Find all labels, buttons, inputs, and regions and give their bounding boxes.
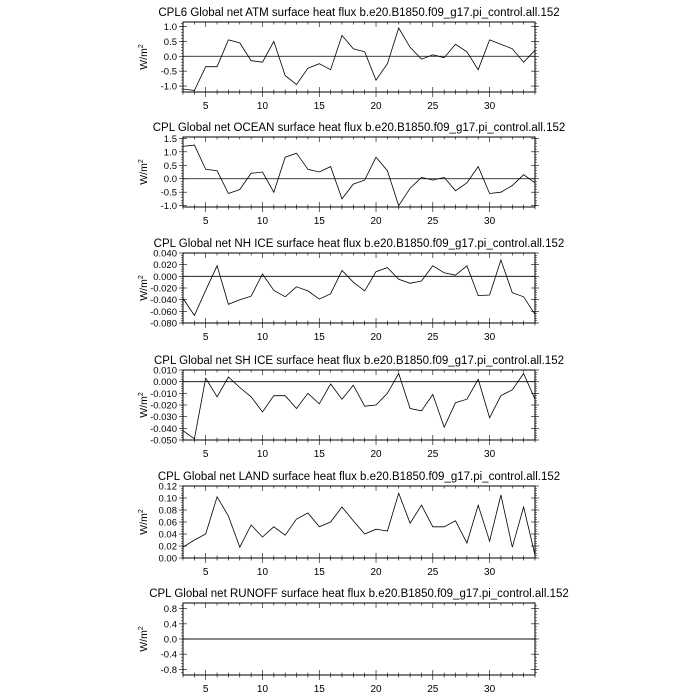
plot-frame <box>183 137 535 207</box>
plot-frame <box>183 253 535 323</box>
y-tick-label: 1.5 <box>163 133 177 145</box>
x-tick-label: 5 <box>202 332 209 343</box>
y-tick-label: -0.4 <box>160 649 177 661</box>
x-tick-label: 15 <box>313 684 325 695</box>
y-tick-label: 0.02 <box>158 541 177 553</box>
y-axis-label: $W/m^2$ <box>138 159 150 185</box>
x-tick-label: 30 <box>484 332 496 343</box>
x-tick-label: 15 <box>313 216 325 227</box>
x-tick-label: 30 <box>484 101 496 112</box>
chart-title: CPL Global net OCEAN surface heat flux b.e20.B1850.f09_g17.pi_control.all.152 <box>152 122 566 134</box>
x-tick-label: 5 <box>202 101 209 112</box>
x-tick-label: 25 <box>427 684 439 695</box>
chart-title: CPL Global net SH ICE surface heat flux b.e20.B1850.f09_g17.pi_control.all.152 <box>153 355 565 367</box>
series-line <box>183 145 535 206</box>
plot-frame <box>183 22 535 92</box>
x-tick-label: 10 <box>256 449 269 460</box>
y-tick-label: -0.8 <box>160 664 177 676</box>
y-tick-label: 0.020 <box>153 260 177 272</box>
x-tick-label: 15 <box>313 567 325 578</box>
y-tick-label: 1.0 <box>163 147 177 159</box>
x-tick-label: 30 <box>484 567 496 578</box>
x-tick-label: 25 <box>427 216 439 227</box>
x-tick-label: 25 <box>427 567 439 578</box>
y-tick-label: 0.08 <box>158 505 177 517</box>
y-tick-label: 0.000 <box>153 377 177 389</box>
y-tick-label: 0.0 <box>163 174 177 186</box>
y-tick-label: 0.0 <box>163 634 177 646</box>
y-tick-label: -1.0 <box>160 201 177 213</box>
y-tick-label: 0.0 <box>163 51 177 63</box>
y-tick-label: 0.010 <box>153 365 177 377</box>
x-tick-label: 25 <box>427 332 439 343</box>
chart-title: CPL Global net RUNOFF surface heat flux b.e20.B1850.f09_g17.pi_control.all.152 <box>149 588 569 600</box>
series-line <box>183 374 535 439</box>
x-tick-label: 15 <box>313 101 325 112</box>
x-tick-label: 5 <box>202 567 209 578</box>
y-tick-label: -0.030 <box>150 412 177 424</box>
y-tick-label: -0.050 <box>150 435 177 447</box>
series-line <box>183 28 535 91</box>
x-tick-label: 20 <box>370 567 382 578</box>
series-line <box>183 260 535 315</box>
y-axis-label: $W/m^2$ <box>138 275 150 301</box>
y-tick-label: 0.00 <box>158 553 177 565</box>
y-tick-label: -0.040 <box>150 423 177 435</box>
x-tick-label: 30 <box>484 684 496 695</box>
chart-title: CPL Global net LAND surface heat flux b.e20.B1850.f09_g17.pi_control.all.152 <box>157 471 561 483</box>
x-tick-label: 20 <box>370 101 382 112</box>
y-tick-label: 0.4 <box>163 619 177 631</box>
x-tick-label: 25 <box>427 449 439 460</box>
y-axis-label: $W/m^2$ <box>138 509 150 535</box>
y-tick-label: -0.040 <box>150 295 177 307</box>
x-tick-label: 20 <box>370 449 382 460</box>
y-tick-label: -0.5 <box>160 187 177 199</box>
y-tick-label: 0.10 <box>158 493 177 505</box>
y-axis-label: $W/m^2$ <box>138 44 150 70</box>
y-tick-label: 0.04 <box>158 529 177 541</box>
x-tick-label: 15 <box>313 332 325 343</box>
x-tick-label: 5 <box>202 216 209 227</box>
y-tick-label: -0.010 <box>150 388 177 400</box>
y-tick-label: -1.0 <box>160 81 177 93</box>
x-tick-label: 15 <box>313 449 325 460</box>
series-line <box>183 493 535 555</box>
x-tick-label: 10 <box>256 332 269 343</box>
y-tick-label: 0.5 <box>163 160 177 172</box>
plot-frame <box>183 370 535 440</box>
y-tick-label: 1.0 <box>163 21 177 33</box>
y-tick-label: 0.8 <box>163 604 177 616</box>
y-tick-label: 0.5 <box>163 36 177 48</box>
y-tick-label: -0.5 <box>160 66 177 78</box>
x-tick-label: 20 <box>370 216 382 227</box>
x-tick-label: 10 <box>256 101 269 112</box>
chart-title: CPL Global net NH ICE surface heat flux b.e20.B1850.f09_g17.pi_control.all.152 <box>153 238 565 250</box>
x-tick-label: 30 <box>484 449 496 460</box>
chart-title: CPL6 Global net ATM surface heat flux b.e20.B1850.f09_g17.pi_control.all.152 <box>158 7 560 19</box>
x-tick-label: 20 <box>370 332 382 343</box>
y-axis-label: $W/m^2$ <box>138 392 150 418</box>
y-tick-label: 0.12 <box>158 481 177 493</box>
y-tick-label: -0.060 <box>150 306 177 318</box>
y-tick-label: 0.040 <box>153 248 177 260</box>
y-tick-label: -0.020 <box>150 283 177 295</box>
x-tick-label: 20 <box>370 684 382 695</box>
x-tick-label: 10 <box>256 684 269 695</box>
x-tick-label: 5 <box>202 684 209 695</box>
y-tick-label: 0.000 <box>153 271 177 283</box>
x-tick-label: 5 <box>202 449 209 460</box>
y-tick-label: -0.080 <box>150 318 177 330</box>
y-tick-label: 0.06 <box>158 517 177 529</box>
x-tick-label: 30 <box>484 216 496 227</box>
y-tick-label: -0.020 <box>150 400 177 412</box>
x-tick-label: 25 <box>427 101 439 112</box>
plot-frame <box>183 486 535 558</box>
x-tick-label: 10 <box>256 216 269 227</box>
x-tick-label: 10 <box>256 567 269 578</box>
y-axis-label: $W/m^2$ <box>138 626 150 652</box>
